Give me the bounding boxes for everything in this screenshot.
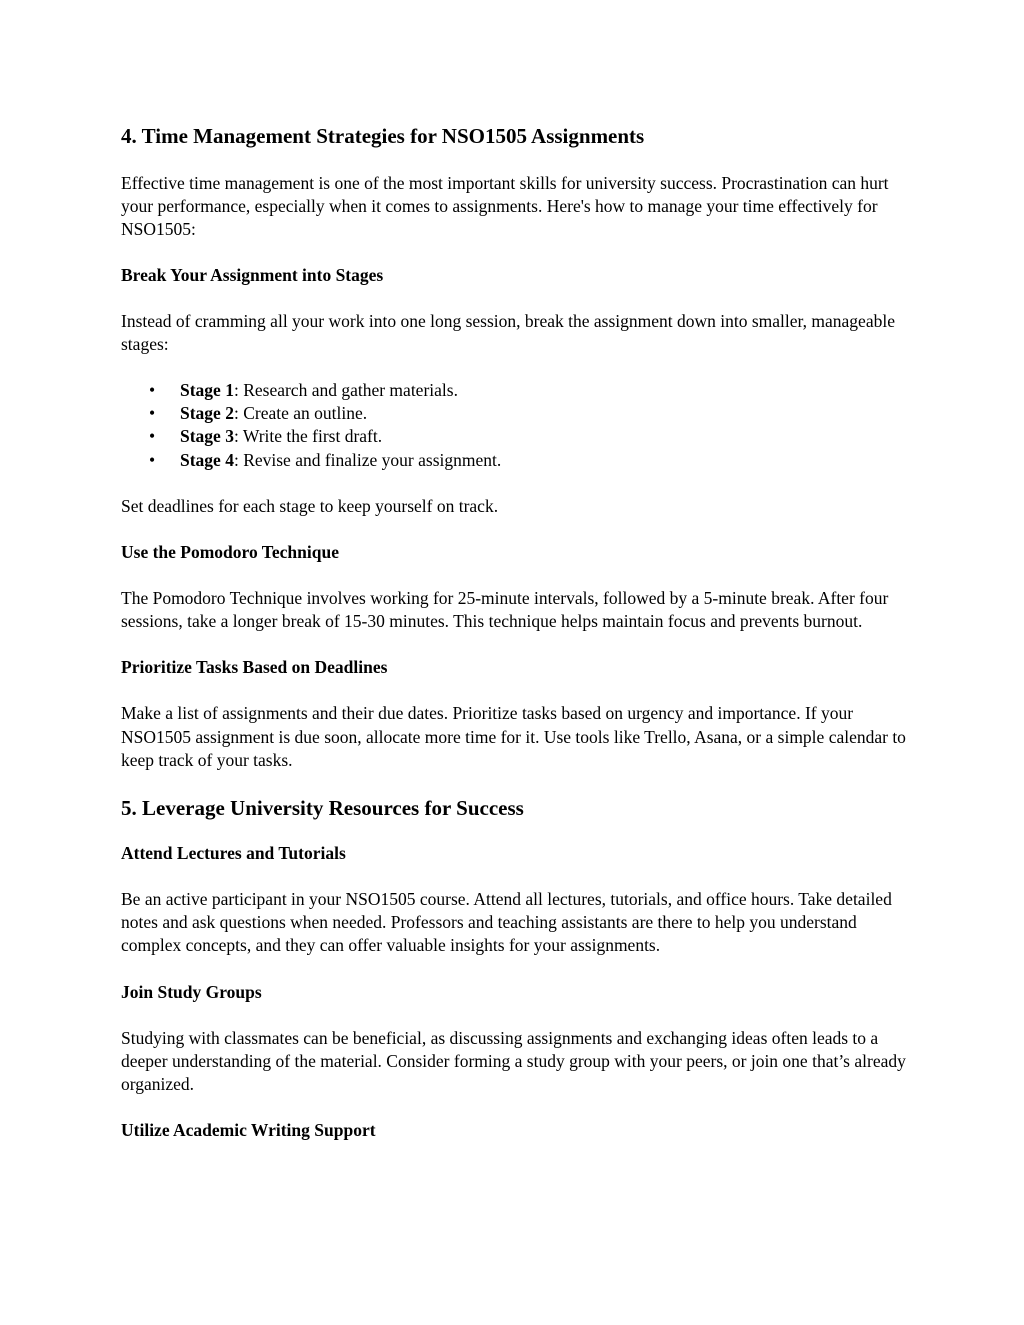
stage-text: : Revise and finalize your assignment.: [233, 449, 502, 470]
stages-list: [121, 379, 911, 472]
pomodoro-text: The Pomodoro Technique involves working for 25-minute intervals, followed by a 5-minute break. After four sessions, take a longer break of 15-30 minutes. This technique helps maintain focus and prevents burnout.: [121, 588, 889, 632]
list-item: [121, 425, 911, 448]
pomodoro-heading: Use the Pomodoro Technique: [121, 542, 339, 563]
stage-label: Stage 3: [180, 426, 234, 447]
lectures-heading: Attend Lectures and Tutorials: [121, 843, 346, 864]
section-4-heading: 4. Time Management Strategies for NSO1505 Assignments: [121, 124, 645, 148]
break-stages-heading: Break Your Assignment into Stages: [121, 264, 384, 285]
stage-label: Stage 1: [180, 380, 234, 401]
prioritize-text: Make a list of assignments and their due dates. Prioritize tasks based on urgency and importance. If your NSO1505 assignment is due soon, allocate more time for it. Use tools like Trello, Asana, or a simple calendar to keep track of your tasks.: [121, 703, 906, 770]
section-4-intro: Effective time management is one of the most important skills for university success. Procrastination can hurt your performance, especially when it comes to assignments. Here's how to manage your time effectively for NSO1505:: [121, 173, 889, 240]
stage-text: : Research and gather materials.: [233, 380, 458, 401]
study-groups-heading: Join Study Groups: [121, 981, 262, 1002]
stage-label: Stage 2: [180, 403, 234, 424]
section-5-heading: 5. Leverage University Resources for Success: [121, 796, 524, 821]
prioritize-heading: Prioritize Tasks Based on Deadlines: [121, 657, 388, 678]
stage-text: : Create an outline.: [233, 403, 368, 424]
stage-label: Stage 4: [180, 449, 234, 470]
document-page: [121, 120, 911, 1142]
lectures-text: Be an active participant in your NSO1505 course. Attend all lectures, tutorials, and office hours. Take detailed notes and ask questions when needed. Professors and teaching assistants are there to help you understand complex concepts, and they can offer valuable insights for your assignments.: [121, 889, 892, 956]
list-item: [121, 379, 911, 402]
study-groups-text: Studying with classmates can be beneficial, as discussing assignments and exchanging ideas often leads to a deeper understanding of the material. Consider forming a study group with your peers, or join one that’s already organized.: [121, 1027, 906, 1095]
list-item: [121, 449, 911, 472]
writing-support-heading: Utilize Academic Writing Support: [121, 1120, 376, 1141]
break-stages-intro: Instead of cramming all your work into one long session, break the assignment down into smaller, manageable stages:: [121, 310, 895, 354]
list-item: [121, 402, 911, 425]
break-stages-outro: Set deadlines for each stage to keep yourself on track.: [121, 495, 499, 516]
stage-text: : Write the first draft.: [233, 426, 383, 447]
